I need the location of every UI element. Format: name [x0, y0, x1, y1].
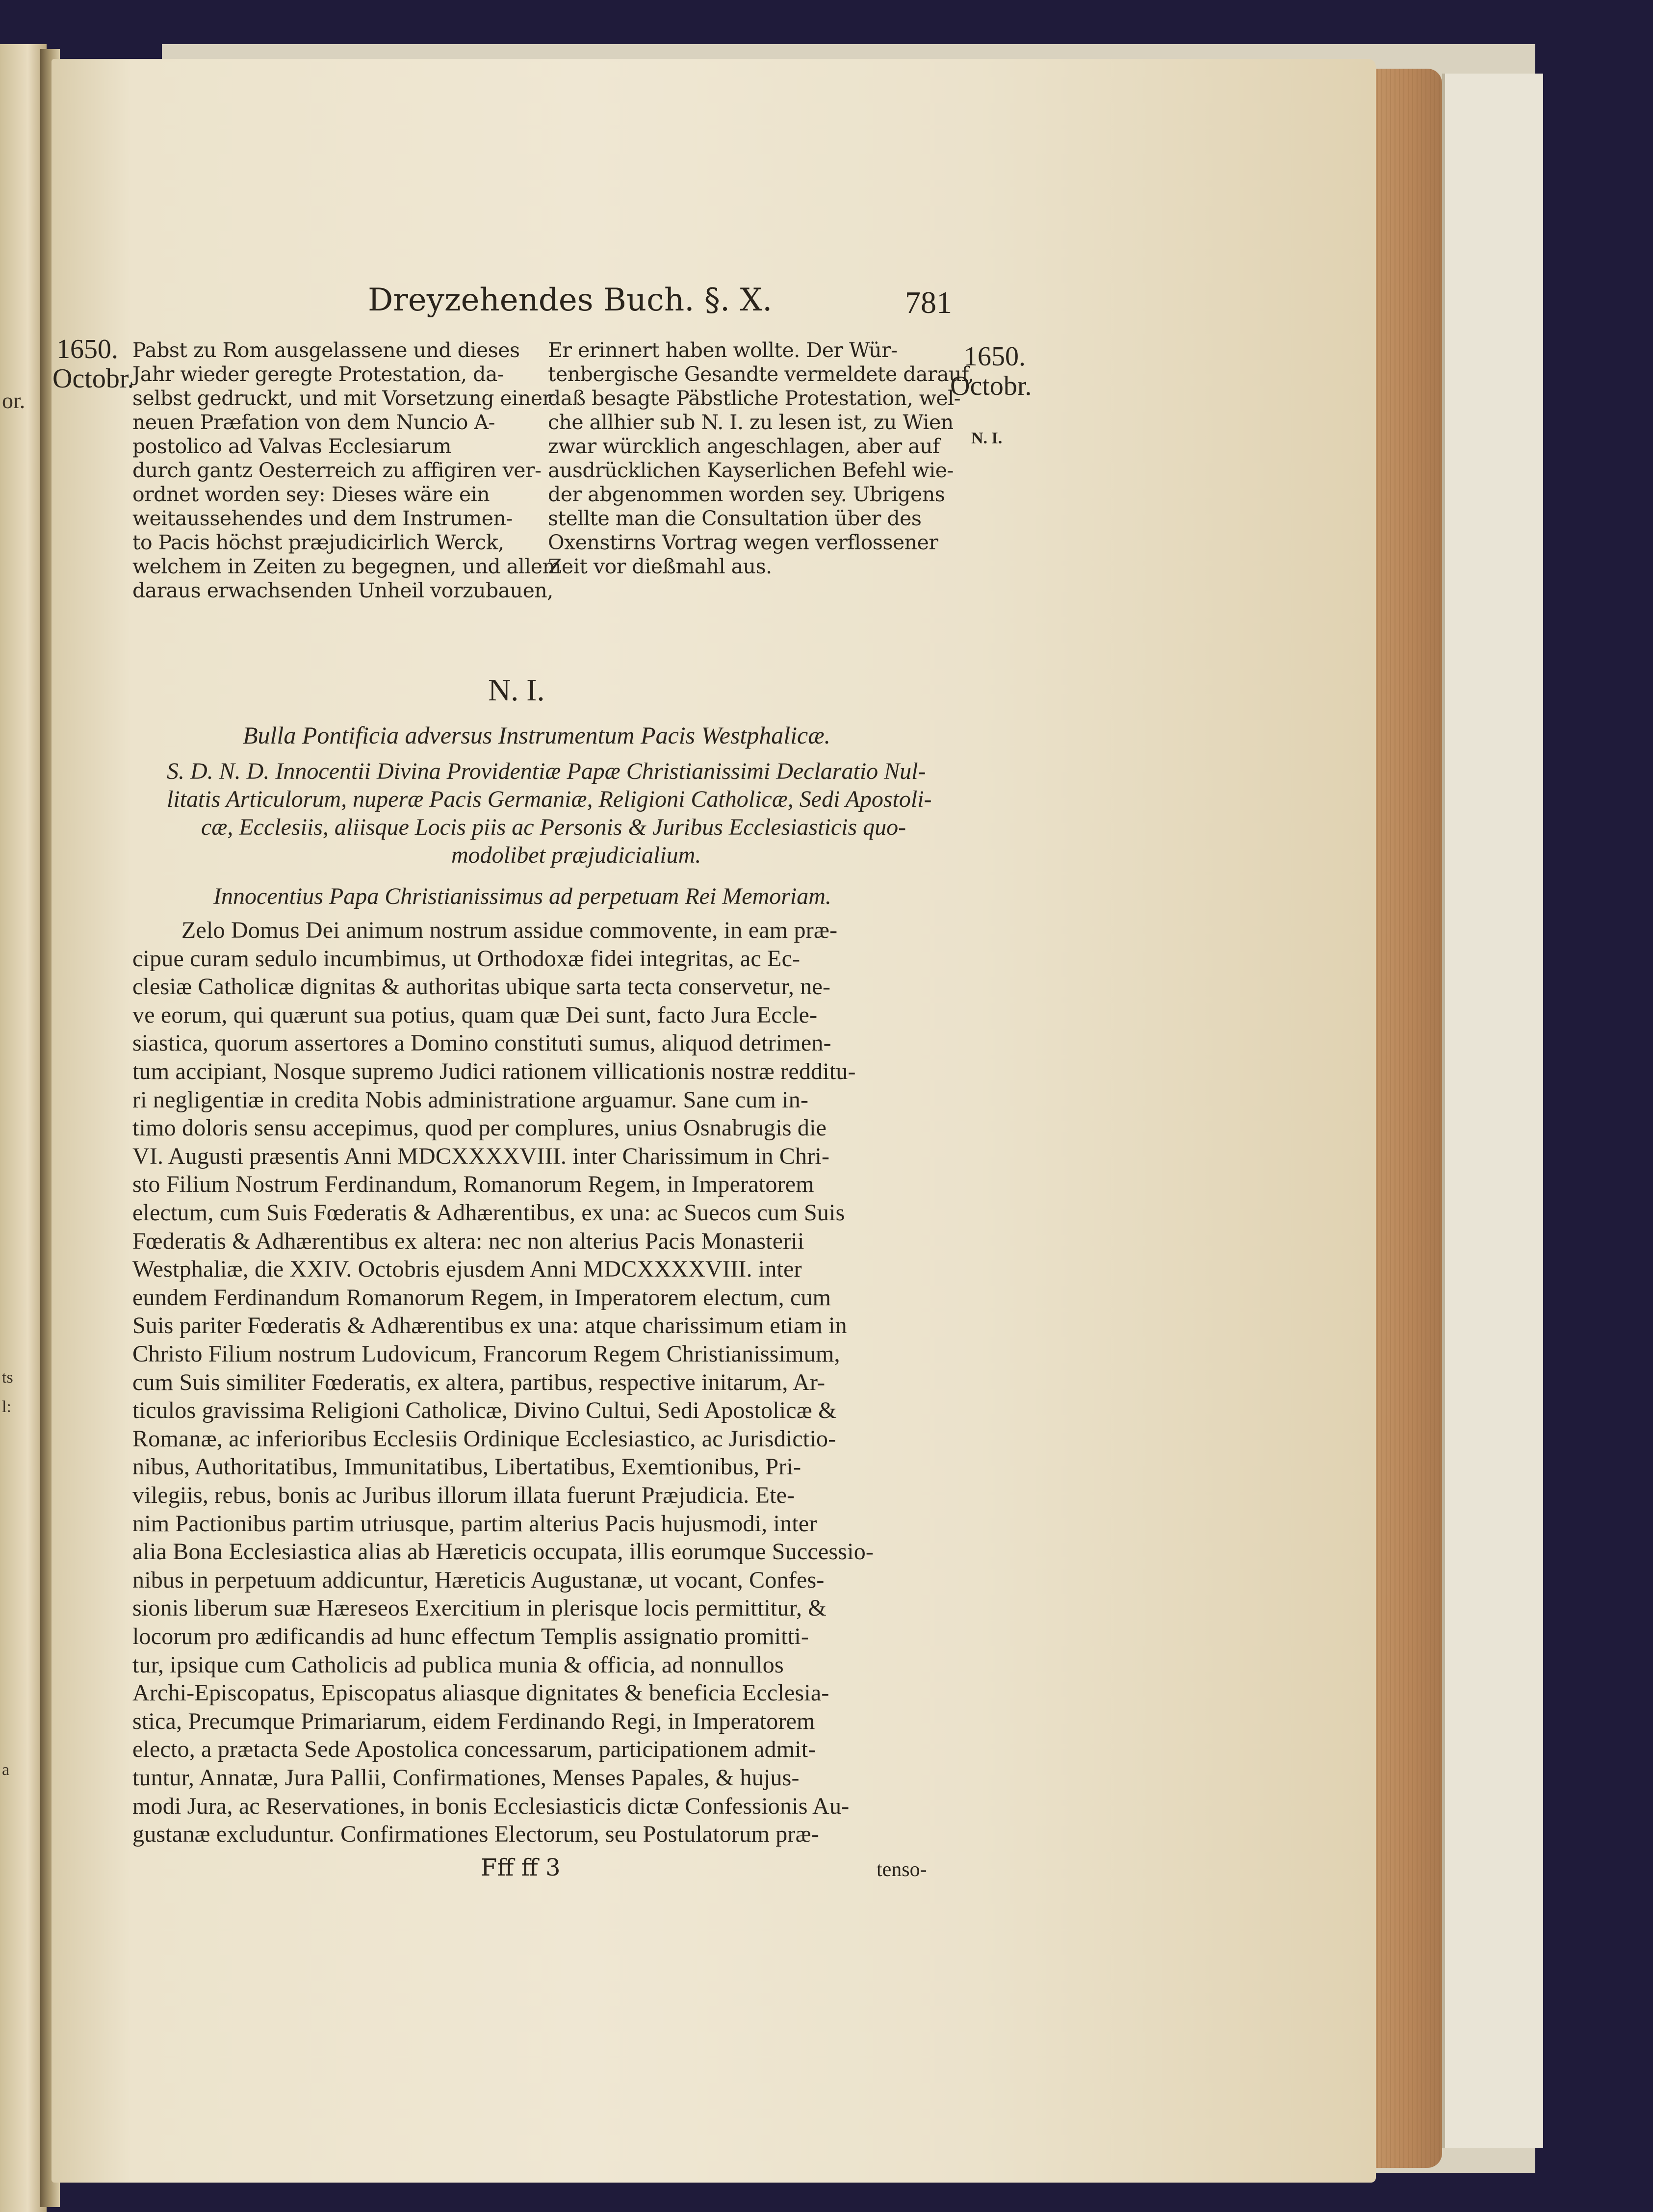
text-line: nim Pactionibus partim utriusque, partim alterius Pacis hujusmodi, inter	[132, 1511, 817, 1537]
text-line: to Pacis höchst præjudicirlich Werck,	[132, 531, 504, 554]
left-page-fragment: or.	[2, 388, 26, 413]
text-line: gustanæ excluduntur. Confirmationes Electorum, seu Postulatorum præ-	[132, 1821, 820, 1847]
declaration-line: modolibet præjudicialium.	[451, 842, 701, 868]
text-line: tenbergische Gesandte vermeldete darauf,	[548, 362, 974, 386]
text-line: Fœderatis & Adhærentibus ex altera: nec non alterius Pacis Monasterii	[132, 1228, 804, 1254]
declaration-line: S. D. N. D. Innocentii Divina Providentiæ Papæ Christianissimi Declaratio Nul-	[167, 758, 926, 784]
text-line: modi Jura, ac Reservationes, in bonis Ecclesiasticis dictæ Confessionis Au-	[132, 1793, 850, 1819]
margin-month-left: Octobr.	[52, 363, 134, 394]
text-line: Zelo Domus Dei animum nostrum assidue commovente, in eam præ-	[181, 917, 838, 943]
text-line: vilegiis, rebus, bonis ac Juribus illorum illata fuerunt Præjudicia. Ete-	[132, 1482, 795, 1508]
section-heading: N. I.	[488, 672, 545, 707]
text-line: cum Suis similiter Fœderatis, ex altera, partibus, respective initarum, Ar-	[132, 1369, 826, 1395]
text-line: tuntur, Annatæ, Jura Pallii, Confirmationes, Menses Papales, & hujus-	[132, 1765, 800, 1791]
text-line: ri negligentiæ in credita Nobis administratione arguamur. Sane cum in-	[132, 1087, 809, 1113]
text-line: ausdrücklichen Kayserlichen Befehl wie-	[548, 459, 954, 482]
text-line: sto Filium Nostrum Ferdinandum, Romanorum Regem, in Imperatorem	[132, 1171, 814, 1197]
text-line: Zeit vor dießmahl aus.	[548, 555, 772, 578]
text-line: Suis pariter Fœderatis & Adhærentibus ex una: atque charissimum etiam in	[132, 1312, 847, 1338]
text-line: timo doloris sensu accepimus, quod per complures, unius Osnabrugis die	[132, 1115, 827, 1141]
text-line: che allhier sub N. I. zu lesen ist, zu Wien	[548, 411, 954, 434]
text-line: eundem Ferdinandum Romanorum Regem, in Imperatorem electum, cum	[132, 1285, 831, 1311]
running-title: Dreyzehendes Buch. §. X.	[368, 282, 773, 318]
book-page	[52, 59, 1376, 2183]
text-line: Westphaliæ, die XXIV. Octobris ejusdem Anni MDCXXXXVIII. inter	[132, 1256, 802, 1282]
text-line: weitaussehendes und dem Instrumen-	[132, 507, 513, 530]
text-line: postolico ad Valvas Ecclesiarum	[132, 435, 452, 458]
declaration-line: litatis Articulorum, nuperæ Pacis Germaniæ, Religioni Catholicæ, Sedi Apostoli-	[167, 786, 932, 812]
text-line: Jahr wieder geregte Protestation, da-	[132, 362, 504, 386]
text-line: der abgenommen worden sey. Ubrigens	[548, 483, 945, 506]
section-subtitle: Bulla Pontificia adversus Instrumentum Pacis Westphalicæ.	[243, 721, 831, 749]
text-line: cipue curam sedulo incumbimus, ut Orthodoxæ fidei integritas, ac Ec-	[132, 946, 801, 972]
page-number: 781	[905, 285, 952, 320]
previous-page-edge	[0, 44, 47, 2212]
margin-note-ref: N. I.	[971, 429, 1003, 447]
text-line: ve eorum, qui quærunt sua potius, quam quæ Dei sunt, facto Jura Eccle-	[132, 1002, 818, 1028]
signature-mark: Fff ff 3	[481, 1854, 561, 1881]
text-line: durch gantz Oesterreich zu affigiren ver-	[132, 459, 542, 482]
text-line: tum accipiant, Nosque supremo Judici rationem villicationis nostræ redditu-	[132, 1058, 856, 1084]
left-page-fragment: l:	[2, 1398, 11, 1416]
text-line: VI. Augusti præsentis Anni MDCXXXXVIII. inter Charissimum in Chri-	[132, 1143, 830, 1169]
margin-year-right: 1650.	[964, 341, 1026, 372]
text-line: electo, a prætacta Sede Apostolica concessarum, participationem admit-	[132, 1736, 816, 1762]
text-line: tur, ipsique cum Catholicis ad publica munia & officia, ad nonnullos	[132, 1652, 784, 1678]
text-line: Pabst zu Rom ausgelassene und dieses	[132, 338, 520, 362]
text-line: siastica, quorum assertores a Domino constituti sumus, aliquod detrimen-	[132, 1030, 831, 1056]
text-line: Archi-Episcopatus, Episcopatus aliasque dignitates & beneficia Ecclesia-	[132, 1680, 829, 1706]
margin-month-right: Octobr.	[950, 371, 1032, 401]
text-line: locorum pro ædificandis ad hunc effectum Templis assignatio promitti-	[132, 1623, 809, 1649]
text-line: daß besagte Päbstliche Protestation, wel-	[548, 386, 961, 410]
text-line: welchem in Zeiten zu begegnen, und allem	[132, 555, 561, 578]
text-line: clesiæ Catholicæ dignitas & authoritas ubique sarta tecta conservetur, ne-	[132, 974, 831, 1000]
text-line: Christo Filium nostrum Ludovicum, Francorum Regem Christianissimum,	[132, 1341, 840, 1367]
text-line: alia Bona Ecclesiastica alias ab Hæreticis occupata, illis eorumque Successio-	[132, 1539, 874, 1565]
text-line: stellte man die Consultation über des	[548, 507, 922, 530]
left-page-fragment: ts	[2, 1368, 13, 1387]
text-line: ticulos gravissima Religioni Catholicæ, Divino Cultui, Sedi Apostolicæ &	[132, 1397, 837, 1423]
text-line: neuen Præfation von dem Nuncio A-	[132, 411, 495, 434]
margin-year-left: 1650.	[56, 334, 118, 364]
declaration-line: cæ, Ecclesiis, aliisque Locis piis ac Personis & Juribus Ecclesiasticis quo-	[201, 814, 906, 840]
text-line: ordnet worden sey: Dieses wäre ein	[132, 483, 490, 506]
text-line: Romanæ, ac inferioribus Ecclesiis Ordinique Ecclesiastico, ac Jurisdictio-	[132, 1426, 836, 1452]
left-page-fragment: a	[2, 1761, 10, 1779]
text-line: nibus in perpetuum addicuntur, Hæreticis Augustanæ, ut vocant, Confes-	[132, 1567, 825, 1593]
text-line: Er erinnert haben wollte. Der Wür-	[548, 338, 898, 362]
text-line: nibus, Authoritatibus, Immunitatibus, Libertatibus, Exemtionibus, Pri-	[132, 1454, 801, 1480]
text-line: zwar würcklich angeschlagen, aber auf	[548, 435, 940, 458]
invocation: Innocentius Papa Christianissimus ad perpetuam Rei Memoriam.	[213, 883, 831, 909]
backing-frame	[1442, 74, 1543, 2148]
text-line: selbst gedruckt, und mit Vorsetzung einer	[132, 386, 552, 410]
text-line: daraus erwachsenden Unheil vorzubauen,	[132, 579, 553, 602]
text-line: electum, cum Suis Fœderatis & Adhærentibus, ex una: ac Suecos cum Suis	[132, 1200, 845, 1226]
text-line: stica, Precumque Primariarum, eidem Ferdinando Regi, in Imperatorem	[132, 1708, 815, 1734]
text-line: Oxenstirns Vortrag wegen verflossener	[548, 531, 938, 554]
catchword: tenso-	[877, 1858, 927, 1881]
text-line: sionis liberum suæ Hæreseos Exercitium in plerisque locis permittitur, &	[132, 1595, 826, 1621]
